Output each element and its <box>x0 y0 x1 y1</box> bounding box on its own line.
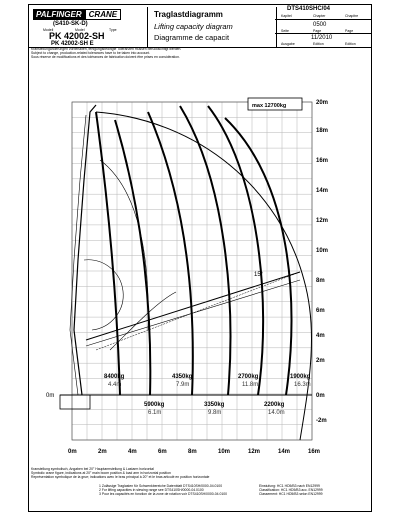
palfinger-logo: PALFINGER CRANE <box>33 9 141 20</box>
capacity-kg-label: 2200kg <box>264 402 285 408</box>
distance-label: 2m <box>98 449 107 455</box>
title-en: Lifting capacity diagram <box>154 22 233 31</box>
title-de: Traglastdiagramm <box>154 10 223 19</box>
angle-label: 15° <box>254 272 264 278</box>
footer-figure-note: Kranstellung symbolisch, Angaben bei 20° Hauptarmstellung & Lastarm horizontal Symbolic crane figure, indications at 20° main boom position & load arm in horizontal position Représentation symbolique de la grue; indications avec le bras principal à 20° et le bras articulé en position horizontale <box>31 467 210 480</box>
capacity-kg-label: 4350kg <box>172 374 193 380</box>
height-label: 2m <box>316 358 325 364</box>
document-info: DTS410SHC/04 Kapitel Chapter Chapitre 0500 Seite Page Page 11/2010 Ausgabe Edition Edition <box>275 5 371 47</box>
reach-envelope <box>96 112 312 440</box>
model-code: (S410-SK-D) <box>53 21 88 27</box>
crane-boom-section <box>96 272 300 350</box>
edition-date: 11/2010 <box>311 35 333 41</box>
capacity-reach-label: 9.8m <box>208 410 222 416</box>
capacity-reach-label: 7.9m <box>176 382 190 388</box>
footer-slewing-note: 1 Zulässige Traglasten für Schwenkbereiche Datenblatt DTS410SH/0000-04.0100 2 For lifting capacities in slewing range see DTS410SH/0000-04.0100 3 Pour les capacités en fonction de la zone de rotation voir DTS410SH/0000-04.0100 <box>99 484 227 497</box>
title-fr: Diagramme de capacit <box>154 33 230 42</box>
header: PALFINGER CRANE (S410-SK-D) Modell Model Type PK 42002-SH PK 42002-SH E Traglastdiagramm Lifting capacity diagram Diagramme de capacit DTS410SHC/04 Kapitel Chapter Chapitre 0500 Seite Page Page 11/2010 Ausgabe Edition Edition <box>29 5 371 48</box>
distance-label: 10m <box>218 449 231 455</box>
capacity-kg-label: 8400kg <box>104 374 125 380</box>
distance-label: 8m <box>188 449 197 455</box>
footer-classification: Einstufung: HC1 HD5/B3 nach EN12999 Classification: HC1 HD5/B3 acc. EN12999 Classement: HC1 HD5/B3 selon EN12999 <box>259 484 323 497</box>
distance-label: 6m <box>158 449 167 455</box>
height-label: 6m <box>316 308 325 314</box>
capacity-curve <box>148 112 193 395</box>
max-capacity-label: max 12700kg <box>252 103 287 109</box>
distance-label: 16m <box>308 449 321 455</box>
height-label: 20m <box>316 100 329 106</box>
distance-label: 4m <box>128 449 137 455</box>
capacity-curve <box>180 106 230 395</box>
capacity-kg-label: 5900kg <box>144 402 165 408</box>
capacity-curve <box>96 112 120 395</box>
height-label: 16m <box>316 158 329 164</box>
capacity-reach-label: 4.4m <box>108 382 122 388</box>
height-label: 8m <box>316 278 325 284</box>
capacity-kg-label: 1900kg <box>290 374 311 380</box>
height-label: 10m <box>316 248 329 254</box>
height-label: 0m <box>316 393 325 399</box>
distance-label: 12m <box>248 449 261 455</box>
capacity-reach-label: 14.0m <box>268 410 285 416</box>
distance-label: 0m <box>68 449 77 455</box>
notes: Kranstellungänderungen vorbehalten, fertigungsbedingte Toleranzen müssen berücksichtigt werden. Subject to change, production-related tolerances have to be taken into account. Sous réserve de modifications et des tolérances de fabrication doivent être prises en considération. <box>31 47 182 59</box>
crane-main-boom <box>74 105 96 395</box>
capacity-curve <box>208 106 263 395</box>
capacity-reach-label: 11.8m <box>242 382 259 388</box>
sheet-number: 0500 <box>313 22 327 28</box>
capacity-reach-label: 6.1m <box>148 410 162 416</box>
capacity-kg-label: 3350kg <box>204 402 225 408</box>
crane-base <box>60 395 90 409</box>
height-label: 18m <box>316 128 329 134</box>
doc-number: DTS410SHC/04 <box>287 6 331 12</box>
model-variant: PK 42002-SH E <box>51 41 94 47</box>
capacity-reach-label: 16.3m <box>294 382 311 388</box>
distance-label: 14m <box>278 449 291 455</box>
height-label: 14m <box>316 188 329 194</box>
capacity-curve <box>225 118 292 395</box>
zero-label: 0m <box>46 393 55 399</box>
height-label: 12m <box>316 218 329 224</box>
height-label: 4m <box>316 333 325 339</box>
model-name: PK 42002-SH <box>49 31 105 41</box>
capacity-kg-label: 2700kg <box>238 374 259 380</box>
height-label: -2m <box>316 418 327 424</box>
